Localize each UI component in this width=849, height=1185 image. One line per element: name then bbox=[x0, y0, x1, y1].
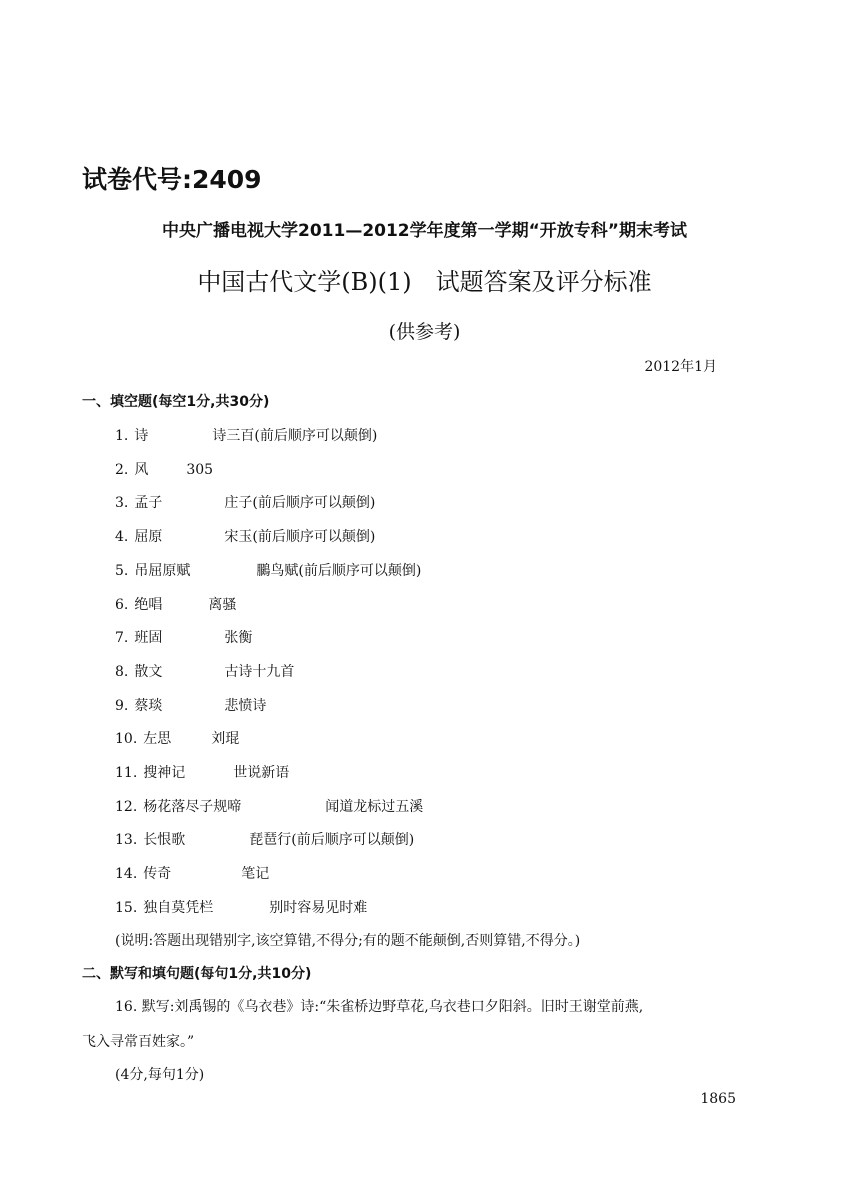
answer-first: 班固 bbox=[134, 630, 163, 647]
answer-item bbox=[115, 661, 294, 681]
answer-first: 长恨歌 bbox=[143, 832, 186, 849]
answer-first: 诗 bbox=[134, 428, 149, 444]
item-number: 4. bbox=[115, 529, 129, 546]
section2-heading: 二、默写和填句题(每句1分,共10分) bbox=[82, 966, 312, 982]
question-16-line1: 16. 默写:刘禹锡的《乌衣巷》诗:“朱雀桥边野草花,乌衣巷口夕阳斜。旧时王谢堂前燕, bbox=[115, 999, 644, 1015]
document-subtitle: (供参考) bbox=[388, 321, 461, 343]
answer-second: 琵琶行(前后顺序可以颠倒) bbox=[249, 832, 415, 849]
answer-first: 屈原 bbox=[134, 529, 163, 546]
answer-second: 闻道龙标过五溪 bbox=[325, 798, 424, 815]
answer-second: 悲愤诗 bbox=[224, 697, 267, 714]
item-number: 15. bbox=[115, 899, 138, 916]
answer-item bbox=[115, 728, 239, 748]
document-title: 中国古代文学(B)(1) 试题答案及评分标准 bbox=[197, 268, 652, 296]
answer-first: 绝唱 bbox=[134, 596, 163, 613]
exam-date: 2012年1月 bbox=[644, 359, 717, 375]
item-number: 13. bbox=[115, 832, 138, 849]
item-number: 6. bbox=[115, 596, 129, 613]
item-number: 11. bbox=[115, 765, 138, 781]
answer-second: 庄子(前后顺序可以颠倒) bbox=[224, 495, 376, 512]
item-number: 12. bbox=[115, 798, 138, 815]
answer-second: 鵩鸟赋(前后顺序可以颠倒) bbox=[256, 562, 422, 579]
answer-first: 吊屈原赋 bbox=[134, 562, 191, 579]
answer-second: 世说新语 bbox=[233, 765, 290, 781]
section1-note: (说明:答题出现错别字,该空算错,不得分;有的题不能颠倒,否则算错,不得分。) bbox=[115, 933, 581, 949]
item-number: 1. bbox=[115, 428, 129, 444]
answer-first: 蔡琰 bbox=[134, 697, 163, 714]
answer-second: 宋玉(前后顺序可以颠倒) bbox=[224, 529, 376, 546]
answer-first: 独自莫凭栏 bbox=[143, 899, 214, 916]
answer-first: 风 bbox=[134, 461, 149, 478]
item-number: 8. bbox=[115, 663, 129, 680]
answer-item bbox=[115, 762, 289, 782]
answer-second: 笔记 bbox=[241, 866, 270, 883]
paper-code: 试卷代号:2409 bbox=[82, 165, 262, 194]
answer-first: 搜神记 bbox=[143, 765, 186, 781]
item-number: 14. bbox=[115, 866, 138, 883]
answer-item bbox=[115, 425, 377, 445]
answer-first: 杨花落尽子规啼 bbox=[143, 798, 242, 815]
answer-item bbox=[115, 695, 266, 715]
answer-item bbox=[115, 594, 236, 614]
item-number: 9. bbox=[115, 697, 129, 714]
answer-first: 散文 bbox=[134, 663, 163, 680]
item-number: 5. bbox=[115, 562, 129, 579]
item-number: 7. bbox=[115, 630, 129, 647]
answer-second: 诗三百(前后顺序可以颠倒) bbox=[212, 428, 378, 444]
answer-first: 孟子 bbox=[134, 495, 163, 512]
question-16-score: (4分,每句1分) bbox=[115, 1067, 205, 1083]
university-exam-line: 中央广播电视大学2011—2012学年度第一学期“开放专科”期末考试 bbox=[162, 221, 687, 241]
answer-second: 张衡 bbox=[224, 630, 253, 647]
item-number: 2. bbox=[115, 461, 129, 478]
item-number: 3. bbox=[115, 495, 129, 512]
answer-item bbox=[115, 829, 414, 849]
answer-item bbox=[115, 796, 423, 816]
answer-first: 传奇 bbox=[143, 866, 172, 883]
answer-first: 左思 bbox=[143, 731, 172, 748]
answer-item bbox=[115, 459, 213, 479]
answer-second: 305 bbox=[186, 461, 214, 478]
answer-item bbox=[115, 863, 269, 883]
answer-item bbox=[115, 560, 421, 580]
item-number: 10. bbox=[115, 731, 138, 748]
answer-item bbox=[115, 897, 367, 917]
answer-item bbox=[115, 627, 252, 647]
answer-second: 刘琨 bbox=[211, 731, 240, 748]
answer-second: 离骚 bbox=[208, 596, 237, 613]
section1-heading: 一、填空题(每空1分,共30分) bbox=[82, 394, 270, 410]
answer-second: 别时容易见时难 bbox=[269, 899, 368, 916]
question-16-line2: 飞入寻常百姓家。” bbox=[82, 1034, 195, 1050]
page-number: 1865 bbox=[700, 1091, 736, 1107]
answer-item bbox=[115, 492, 375, 512]
answer-item bbox=[115, 526, 375, 546]
answer-second: 古诗十九首 bbox=[224, 663, 295, 680]
